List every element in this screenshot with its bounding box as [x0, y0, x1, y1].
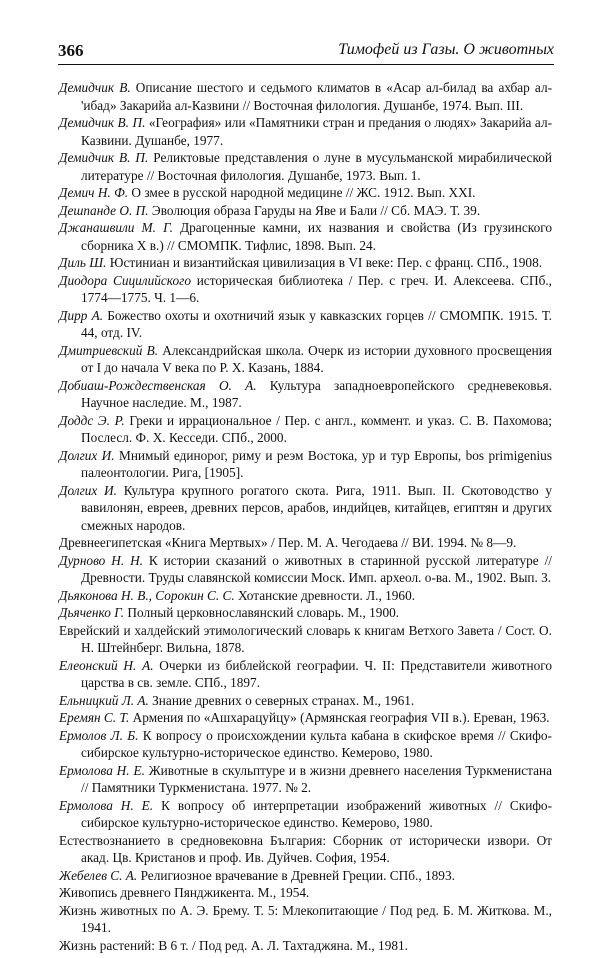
entry-text: Эволюция образа Гаруды на Яве и Бали // Сб. МАЭ. Т. 39.	[148, 202, 481, 218]
entry-text: Знание древних о северных странах. М., 1961.	[148, 692, 415, 708]
bibliography-entry	[59, 797, 552, 832]
bibliography-entry	[59, 377, 552, 412]
page-number: 366	[58, 41, 84, 60]
bibliography-entry	[59, 604, 552, 622]
bibliography-entry	[59, 884, 552, 902]
page-header	[58, 37, 554, 61]
bibliography-entry	[59, 587, 552, 605]
bibliography-entry	[59, 552, 552, 587]
entry-author: Дурново Н. Н.	[59, 552, 143, 568]
entry-author: Диль Ш.	[59, 255, 107, 270]
entry-text: Культура крупного рогатого скота. Рига, 1911. Вып. II. Скотоводство у вавилонян, евреев, древних персов, арабов, индийцев, китайцев, египтян и других смежных народов.	[81, 482, 552, 533]
entry-text: Жизнь растений: В 6 т. / Под ред. А. Л. Тахтаджяна. М., 1981.	[59, 937, 408, 953]
bibliography-entry	[59, 254, 552, 272]
bibliography-entry	[59, 202, 552, 220]
bibliography-entry	[59, 692, 552, 710]
bibliography-entry	[59, 762, 552, 797]
entry-text: Армения по «Ашхарацуйцу» (Армянская география VII в.). Ереван, 1963.	[129, 710, 550, 725]
entry-author: Дьяконова Н. В., Сорокин С. С.	[59, 587, 235, 603]
bibliography-entry	[59, 727, 552, 762]
bibliography-entry	[59, 482, 552, 535]
entry-text: Живопись древнего Пянджикента. М., 1954.	[59, 885, 310, 900]
entry-author: Доддс Э. Р.	[59, 412, 125, 428]
bibliography-entry	[59, 149, 552, 184]
entry-text: Греки и иррациональное / Пер. с англ., коммент. и указ. С. В. Пахомова; Послесл. Ф. Х. Кесседи. СПб., 2000.	[81, 412, 552, 445]
bibliography-list	[59, 79, 552, 954]
bibliography-entry	[59, 307, 552, 342]
bibliography-entry	[59, 219, 552, 254]
entry-text: Юстиниан и византийская цивилизация в VI веке: Пер. с франц. СПб., 1908.	[106, 255, 543, 270]
bibliography-entry	[59, 867, 552, 885]
entry-author: Демидчик В.	[59, 80, 131, 95]
bibliography-entry	[59, 902, 552, 937]
entry-text: Мнимый единорог, риму и реэм Востока, ур и тур Европы, bos primigenius палеонтологии. Рига, [1905].	[81, 447, 552, 480]
bibliography-entry	[59, 534, 552, 552]
entry-author: Демич Н. Ф.	[59, 185, 129, 200]
entry-text: Жизнь животных по А. Э. Брему. Т. 5: Млекопитающие / Под ред. Б. М. Житкова. М., 1941.	[59, 902, 552, 935]
bibliography-entry	[59, 114, 552, 149]
entry-text: Реликтовые представления о луне в мусульманской мирабилической литературе // Восточная филология. Душанбе, 1973. Вып. 1.	[81, 150, 553, 183]
bibliography-entry	[59, 447, 552, 482]
entry-author: Долгих И.	[59, 447, 115, 463]
entry-text: Полный церковнославянский словарь. М., 1900.	[124, 605, 400, 620]
entry-author: Дмитриевский В.	[59, 342, 159, 358]
entry-text: Естествознанието в средновековна България: Сборник от исторически извори. От акад. Цв. Кристанов и проф. Ив. Дуйчев. София, 1954.	[59, 832, 552, 865]
entry-author: Ермолова Н. Е.	[59, 762, 145, 778]
entry-text: Культура западноевропейского средневековья. Научное наследие. М., 1987.	[81, 377, 552, 410]
entry-author: Елеонский Н. А.	[59, 657, 154, 673]
bibliography-entry	[59, 937, 552, 955]
bibliography-entry	[59, 342, 552, 377]
running-title: Тимофей из Газы. О животных	[338, 41, 554, 58]
entry-text: К вопросу об интерпретации изображений животных // Скифо-сибирское культурно-историческое единство. Кемерово, 1980.	[81, 797, 553, 830]
bibliography-entry	[59, 412, 552, 447]
entry-text: Животные в скульптуре и в жизни древнего населения Туркменистана // Памятники Туркменистана. 1977. № 2.	[81, 762, 552, 795]
bibliography-entry	[59, 622, 552, 657]
bibliography-entry	[59, 709, 552, 727]
entry-author: Ермолов Л. Б.	[59, 727, 139, 743]
entry-text: Александрийская школа. Очерк из истории духовного просвещения от I до начала V века по Р. Х. Казань, 1884.	[81, 342, 552, 375]
entry-author: Демидчик В. П.	[59, 150, 149, 165]
entry-author: Добиаш-Рождественская О. А.	[59, 377, 257, 393]
entry-text: «География» или «Памятники стран и предания о людях» Закарийа ал-Казвини. Душанбе, 1977.	[81, 115, 553, 148]
entry-author: Демидчик В. П.	[59, 115, 146, 130]
entry-text: Хотанские древности. Л., 1960.	[234, 587, 416, 603]
entry-author: Джанашвили М. Г.	[59, 220, 173, 235]
entry-text: Божество охоты и охотничий язык у кавказских горцев // СМОМПК. 1915. Т. 44, отд. IV.	[81, 307, 552, 340]
entry-author: Жебелев С. А.	[59, 867, 138, 883]
entry-text: Еврейский и халдейский этимологический словарь к книгам Ветхого Завета / Сост. О. Н. Штейнберг. Вильна, 1878.	[59, 622, 552, 655]
entry-author: Ермолова Н. Е.	[59, 797, 154, 813]
entry-author: Диодора Сицилийского	[59, 272, 191, 288]
entry-text: Очерки из библейской географии. Ч. II: Представители животного царства в св. земле. СПб., 1897.	[81, 657, 552, 690]
entry-author: Дирр А.	[59, 307, 104, 323]
entry-text: Драгоценные камни, их названия и свойства (Из грузинского сборника X в.) // СМОМПК. Тифлис, 1898. Вып. 24.	[81, 220, 552, 253]
entry-author: Долгих И.	[59, 482, 117, 498]
entry-text: Описание шестого и седьмого климатов в «Асар ал-билад ва ахбар ал-'ибад» Закарийа ал-Казвини // Восточная филология. Душанбе, 1974. Вып. III.	[81, 80, 553, 113]
entry-text: Древнеегипетская «Книга Мертвых» / Пер. М. А. Чегодаева // ВИ. 1994. № 8—9.	[59, 535, 517, 550]
entry-text: О змее в русской народной медицине // ЖС. 1912. Вып. XXI.	[128, 185, 476, 200]
entry-author: Дешпанде О. П.	[59, 202, 149, 218]
bibliography-entry	[59, 184, 552, 202]
entry-text: К вопросу о происхождении культа кабана в скифское время // Скифо-сибирское культурно-историческое единство. Кемерово, 1980.	[81, 727, 552, 760]
entry-author: Еремян С. Т.	[59, 710, 130, 725]
header-rule	[58, 64, 554, 65]
entry-text: Религиозное врачевание в Древней Греции. СПб., 1893.	[137, 867, 455, 883]
entry-text: К истории сказаний о животных в старинной русской литературе // Древности. Труды славянской комиссии Моск. Имп. археол. о-ва. М., 1902. Вып. 3.	[81, 552, 552, 585]
bibliography-entry	[59, 832, 552, 867]
bibliography-entry	[59, 79, 552, 114]
bibliography-entry	[59, 272, 552, 307]
entry-author: Дьяченко Г.	[59, 605, 125, 620]
bibliography-entry	[59, 657, 552, 692]
entry-author: Ельницкий Л. А.	[59, 692, 149, 708]
entry-text: историческая библиотека / Пер. с греч. И. Алексеева. СПб., 1774—1775. Ч. 1—6.	[81, 272, 553, 305]
